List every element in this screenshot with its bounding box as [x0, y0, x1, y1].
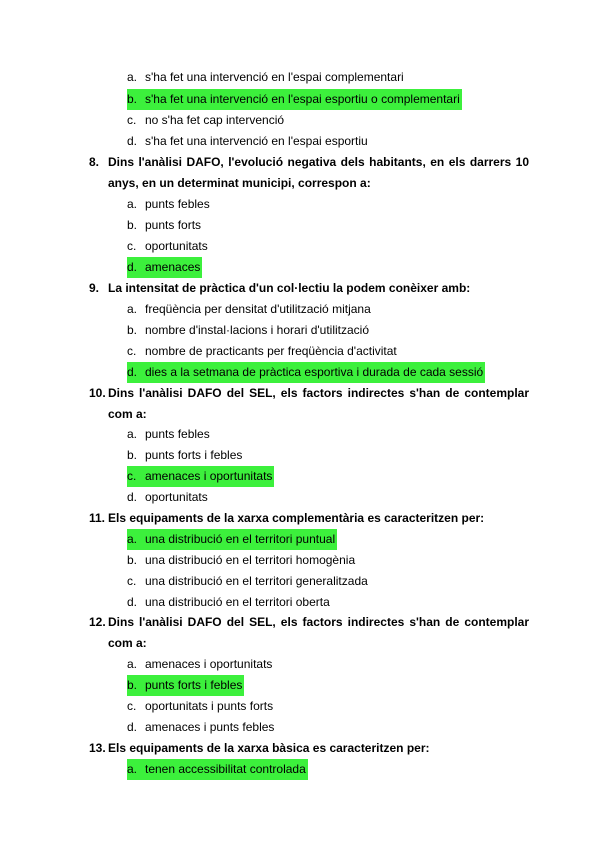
option-letter: b. — [127, 92, 138, 106]
option-9d-correct — [127, 362, 485, 383]
question-number: 10. — [89, 386, 106, 400]
option-text: oportunitats — [145, 239, 208, 253]
option-8b — [127, 215, 201, 236]
option-11d — [127, 592, 330, 613]
option-letter: b. — [127, 218, 138, 232]
option-10d — [127, 487, 208, 508]
option-letter: a. — [127, 70, 138, 84]
option-10b — [127, 445, 242, 466]
option-text: punts forts i febles — [145, 678, 243, 692]
option-11b — [127, 550, 355, 571]
option-12a — [127, 654, 272, 675]
option-letter: d. — [127, 720, 138, 734]
option-text: amenaces i punts febles — [145, 720, 275, 734]
question-text: Els equipaments de la xarxa bàsica es caracteritzen per: — [108, 741, 430, 755]
option-text: dies a la setmana de pràctica esportiva i durada de cada sessió — [145, 365, 484, 379]
option-9c — [127, 341, 397, 362]
option-9a — [127, 299, 371, 320]
question-number: 11. — [89, 511, 106, 525]
option-text: nombre de practicants per freqüència d'activitat — [145, 344, 397, 358]
option-text: nombre d'instal·lacions i horari d'utilització — [145, 323, 370, 337]
question-text: Dins l'anàlisi DAFO, l'evolució negativa dels habitants, en els darrers 10 anys, en un determinat municipi, correspon a: — [108, 155, 529, 190]
option-12d — [127, 717, 274, 738]
option-text: una distribució en el territori homogènia — [145, 553, 356, 567]
option-letter: a. — [127, 197, 138, 211]
question-number: 9. — [89, 281, 100, 295]
option-letter: c. — [127, 344, 137, 358]
option-11c — [127, 571, 368, 592]
option-text: punts forts i febles — [145, 448, 243, 462]
option-text: una distribució en el territori puntual — [145, 532, 336, 546]
option-11a-correct — [127, 529, 337, 550]
question-number: 8. — [89, 155, 100, 169]
option-8a — [127, 194, 210, 215]
question-8 — [89, 152, 529, 194]
option-text: no s'ha fet cap intervenció — [145, 113, 285, 127]
option-text: amenaces — [145, 260, 201, 274]
question-11 — [89, 508, 529, 529]
option-7b-correct — [127, 89, 462, 110]
option-text: punts febles — [145, 197, 210, 211]
option-text: amenaces i oportunitats — [145, 657, 273, 671]
question-number: 12. — [89, 615, 106, 629]
option-letter: d. — [127, 490, 138, 504]
option-letter: a. — [127, 302, 138, 316]
option-8c — [127, 236, 208, 257]
question-10 — [89, 383, 529, 425]
option-13a-correct — [127, 759, 308, 780]
option-letter: a. — [127, 762, 138, 776]
option-letter: a. — [127, 532, 138, 546]
option-letter: c. — [127, 239, 137, 253]
question-text: Dins l'anàlisi DAFO del SEL, els factors indirectes s'han de contemplar com a: — [108, 386, 529, 421]
option-letter: b. — [127, 678, 138, 692]
option-letter: d. — [127, 595, 138, 609]
option-letter: b. — [127, 448, 138, 462]
option-text: s'ha fet una intervenció en l'espai complementari — [145, 70, 404, 84]
option-text: s'ha fet una intervenció en l'espai esportiu o complementari — [145, 92, 460, 106]
question-text: La intensitat de pràctica d'un col·lectiu la podem conèixer amb: — [108, 281, 471, 295]
option-9b — [127, 320, 369, 341]
option-10a — [127, 424, 210, 445]
option-letter: c. — [127, 113, 137, 127]
option-text: oportunitats i punts forts — [145, 699, 274, 713]
option-letter: d. — [127, 365, 138, 379]
question-13 — [89, 738, 529, 759]
option-letter: a. — [127, 427, 138, 441]
question-number: 13. — [89, 741, 106, 755]
option-text: freqüència per densitat d'utilització mitjana — [145, 302, 371, 316]
question-text: Els equipaments de la xarxa complementària es caracteritzen per: — [108, 511, 485, 525]
option-text: una distribució en el territori oberta — [145, 595, 330, 609]
option-letter: b. — [127, 323, 138, 337]
question-12 — [89, 612, 529, 654]
option-text: oportunitats — [145, 490, 208, 504]
option-10c-correct — [127, 466, 274, 487]
option-7c — [127, 110, 284, 131]
option-text: amenaces i oportunitats — [145, 469, 273, 483]
option-text: tenen accessibilitat controlada — [145, 762, 306, 776]
option-letter: d. — [127, 134, 138, 148]
option-text: punts forts — [145, 218, 202, 232]
option-letter: c. — [127, 699, 137, 713]
option-text: s'ha fet una intervenció en l'espai esportiu — [145, 134, 368, 148]
option-text: una distribució en el territori generalitzada — [145, 574, 368, 588]
option-letter: c. — [127, 469, 137, 483]
question-text: Dins l'anàlisi DAFO del SEL, els factors indirectes s'han de contemplar com a: — [108, 615, 529, 650]
option-letter: a. — [127, 657, 138, 671]
question-9 — [89, 278, 529, 299]
option-letter: c. — [127, 574, 137, 588]
option-7a — [127, 67, 404, 88]
option-12c — [127, 696, 273, 717]
option-letter: d. — [127, 260, 138, 274]
option-7d — [127, 131, 368, 152]
option-text: punts febles — [145, 427, 210, 441]
option-12b-correct — [127, 675, 244, 696]
option-8d-correct — [127, 257, 202, 278]
option-letter: b. — [127, 553, 138, 567]
